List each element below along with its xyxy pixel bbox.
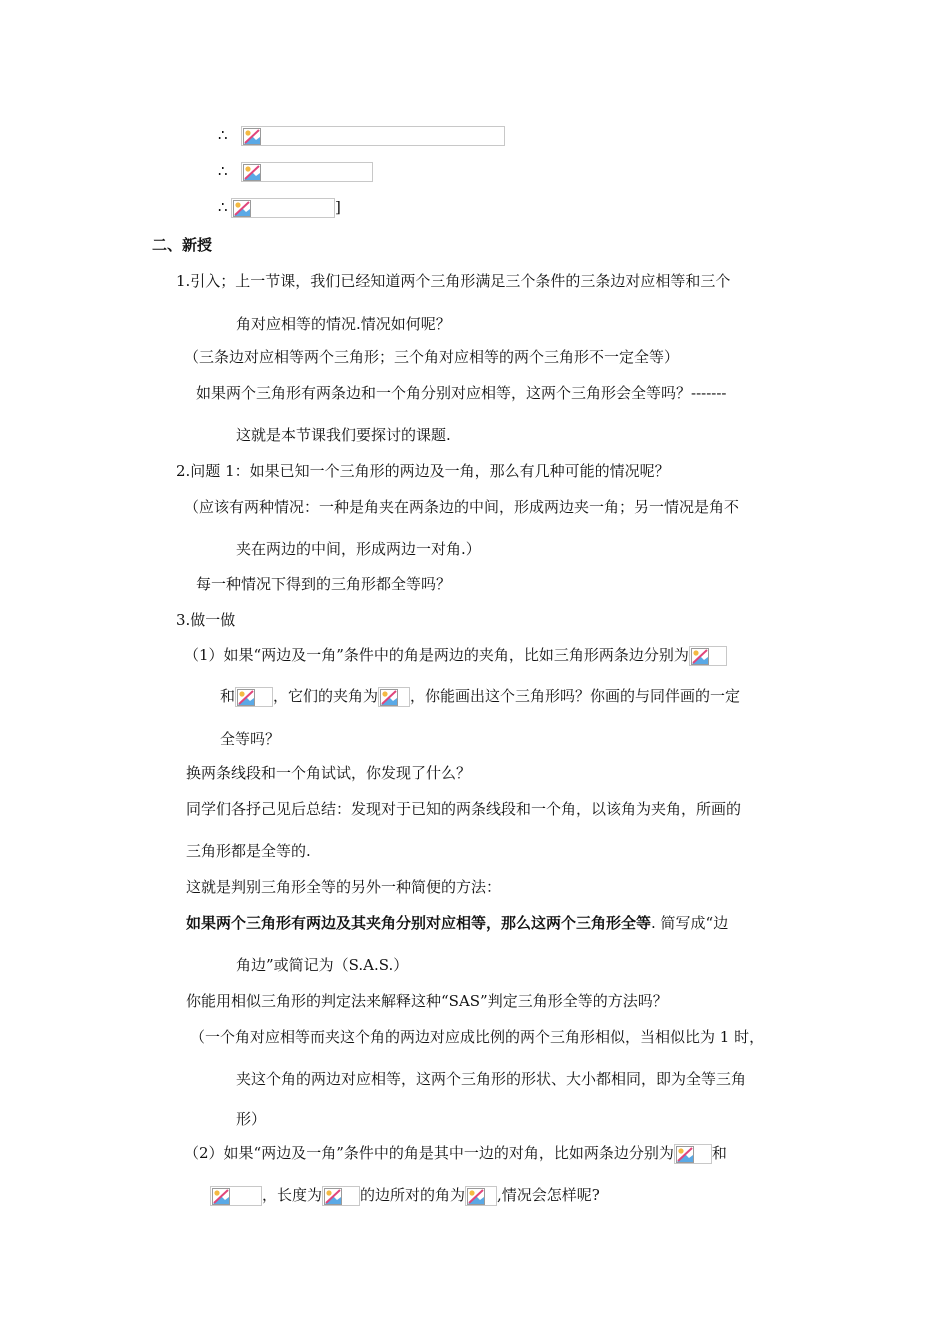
item3-p1-text: （1）如果“两边及一角”条件中的角是两边的夹角，比如三角形两条边分别为 [184,646,689,664]
item3-similar-question: 你能用相似三角形的判定法来解释这种“SAS”判定三角形全等的方法吗？ [186,992,668,1010]
item3-p2-text: （2）如果“两边及一角”条件中的角是其中一边的对角，比如两条边分别为 [184,1144,674,1162]
item3-p2-line2 [210,1184,600,1206]
item2-answer1: （应该有两种情况：一种是角夹在两条边的中间，形成两边夹一角；另一情况是角不 [184,498,740,516]
item3-p1-line2 [220,685,740,707]
therefore-symbol: ∴ [218,126,228,144]
therefore-line-2 [218,160,373,182]
item3-p2-angle-text: 的边所对的角为 [360,1186,466,1204]
item2-followup: 每一种情况下得到的三角形都全等吗？ [196,575,452,593]
item3-p1-angle-text: ，它们的夹角为 [273,687,379,705]
bracket-text: ] [335,198,341,216]
formula-image-icon [322,1186,360,1206]
formula-image-icon [465,1186,497,1206]
formula-image-icon [231,198,335,218]
formula-image-icon [235,687,273,707]
item3-similar-answer2: 夹这个角的两边对应相等，这两个三角形的形状、大小都相同，即为全等三角 [236,1070,747,1088]
item3-p1-draw-text: ，你能画出这个三角形吗？你画的与同伴画的一定 [410,687,741,705]
therefore-symbol: ∴ [218,162,228,180]
formula-image-icon [689,646,727,666]
item1-line1: 1.引入；上一节课，我们已经知道两个三角形满足三个条件的三条边对应相等和三个 [176,272,731,290]
item3-method: 这就是判别三角形全等的另外一种简便的方法： [186,878,502,896]
item3-summary2: 三角形都是全等的. [186,842,311,860]
item3-p2-end-text: ,情况会怎样呢? [497,1186,600,1204]
item1-line2: 角对应相等的情况.情况如何呢？ [236,315,451,333]
therefore-line-3 [218,196,341,218]
sas-rule-tail: . 简写成“边 [651,914,729,932]
item3-rule [186,912,728,934]
therefore-line-1 [218,124,505,146]
item3-p2-length-text: ，长度为 [262,1186,323,1204]
item3-try: 换两条线段和一个角试试，你发现了什么？ [186,764,472,782]
item3-p2-and: 和 [711,1144,727,1162]
item1-answer: （三条边对应相等两个三角形；三个角对应相等的两个三角形不一定全等） [184,348,680,366]
item1-question: 如果两个三角形有两条边和一个角分别对应相等，这两个三角形会全等吗？------- [196,384,727,402]
item2-line1: 2.问题 1：如果已知一个三角形的两边及一角，那么有几种可能的情况呢？ [176,462,670,480]
item2-answer2: 夹在两边的中间，形成两边一对角.） [236,540,481,558]
formula-image-icon [378,687,410,707]
item1-topic: 这就是本节课我们要探讨的课题. [236,426,451,444]
item3-p2-line1 [184,1142,727,1164]
item3-rule-line2: 角边”或简记为（S.A.S.） [236,956,409,974]
item3-p1-line3: 全等吗？ [220,730,281,748]
therefore-symbol: ∴ [218,198,228,216]
formula-image-icon [674,1144,712,1164]
item3-similar-answer3: 形） [236,1110,267,1128]
item3-summary1: 同学们各抒己见后总结：发现对于已知的两条线段和一个角，以该角为夹角，所画的 [186,800,742,818]
sas-rule-bold: 如果两个三角形有两边及其夹角分别对应相等，那么这两个三角形全等 [186,914,652,932]
item3-p1-line1 [184,644,727,666]
item3-title: 3.做一做 [176,611,236,629]
formula-image-icon [241,126,505,146]
item3-p1-and: 和 [220,687,236,705]
item3-similar-answer1: （一个角对应相等而夹这个角的两边对应成比例的两个三角形相似，当相似比为 1 时， [190,1028,765,1046]
section-heading: 二、新授 [152,236,213,254]
formula-image-icon [210,1186,262,1206]
formula-image-icon [241,162,373,182]
